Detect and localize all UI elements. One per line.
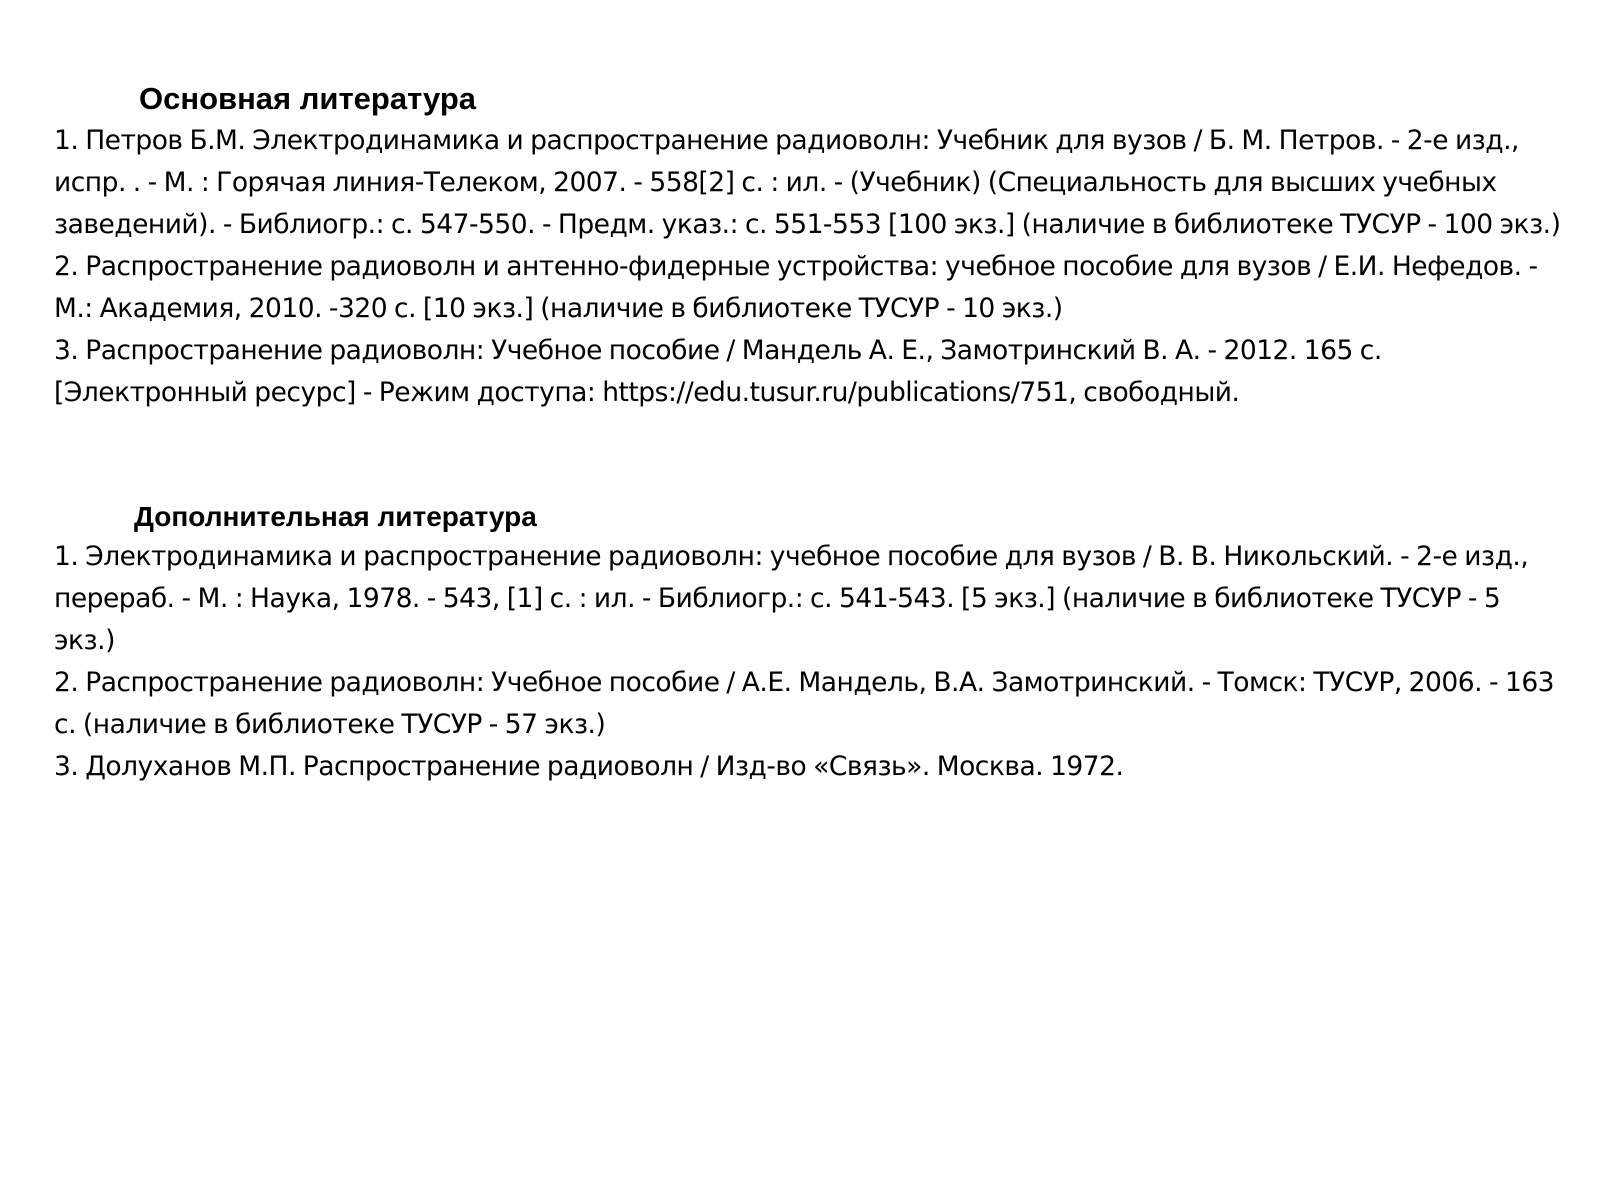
main-literature-entry-3: 3. Распространение радиоволн: Учебное пособие / Мандель А. Е., Замотринский В. А. - 2012. 165 с. [Электронный ресурс] - Режим доступа: https://edu.tusur.ru/publications/751, свободный. bbox=[54, 335, 1382, 408]
main-literature-list bbox=[54, 120, 1564, 414]
additional-literature-entry-2: 2. Распространение радиоволн: Учебное пособие / А.Е. Мандель, В.А. Замотринский. - Томск: ТУСУР, 2006. - 163 с. (наличие в библиотеке ТУСУР - 57 экз.) bbox=[54, 667, 1555, 740]
main-literature-heading: Основная литература bbox=[139, 81, 477, 116]
additional-literature-entry-3: 3. Долуханов М.П. Распространение радиоволн / Изд-во «Связь». Москва. 1972. bbox=[54, 751, 1124, 782]
additional-literature-entry-1: 1. Электродинамика и распространение радиоволн: учебное пособие для вузов / В. В. Никольский. - 2-е изд., перераб. - М. : Наука, 1978. - 543, [1] с. : ил. - Библиогр.: с. 541-543. [5 экз.] (наличие в библиотеке ТУСУР - 5 экз.) bbox=[54, 541, 1529, 656]
additional-literature-list bbox=[54, 536, 1564, 788]
additional-literature-section bbox=[54, 498, 1564, 788]
main-literature-entry-2: 2. Распространение радиоволн и антенно-фидерные устройства: учебное пособие для вузов / Е.И. Нефедов. - М.: Академия, 2010. -320 с. [10 экз.] (наличие в библиотеке ТУСУР - 10 экз.) bbox=[54, 251, 1538, 324]
main-literature-entry-1: 1. Петров Б.М. Электродинамика и распространение радиоволн: Учебник для вузов / Б. М. Петров. - 2-е изд., испр. . - М. : Горячая линия-Телеком, 2007. - 558[2] с. : ил. - (Учебник) (Специальность для высших учебных заведений). - Библиогр.: с. 547-550. - Предм. указ.: с. 551-553 [100 экз.] (наличие в библиотеке ТУСУР - 100 экз.) bbox=[54, 125, 1561, 240]
main-literature-section bbox=[54, 78, 1564, 414]
additional-literature-heading: Дополнительная литература bbox=[134, 501, 537, 532]
